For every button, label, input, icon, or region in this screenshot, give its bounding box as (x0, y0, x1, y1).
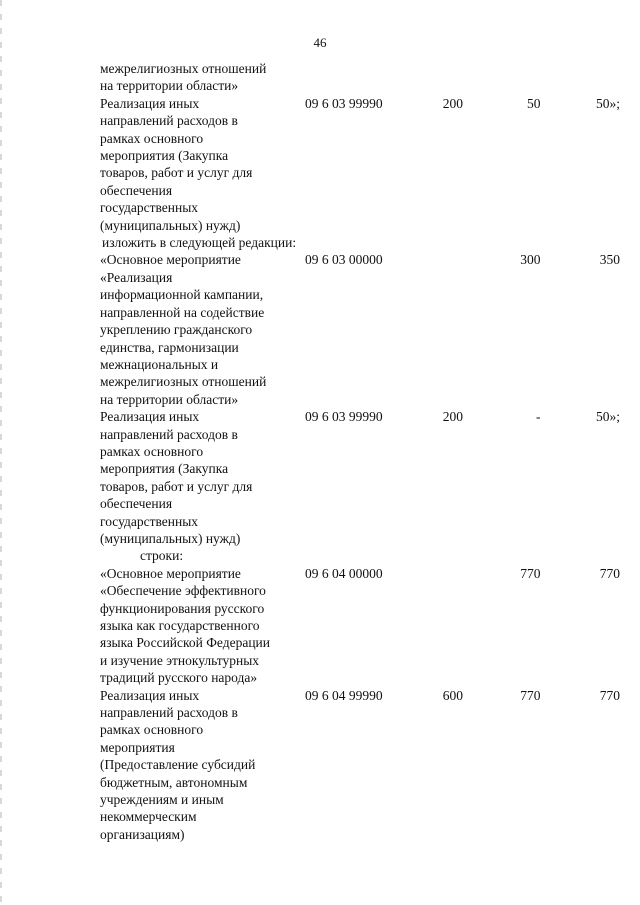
expense-name-line: некоммерческим (100, 809, 197, 825)
expense-name-cell (100, 408, 289, 547)
expense-name-cell (100, 60, 289, 95)
amount-year-1: 770 (520, 565, 541, 581)
expense-name-line: языка как государственного (100, 618, 260, 633)
expense-name-cell (100, 565, 289, 687)
expense-name-line: направлений расходов в (100, 705, 238, 721)
page-number: 46 (313, 35, 327, 50)
target-article-code: 09 6 04 99990 (305, 687, 383, 703)
expense-name-line: (муниципальных) нужд) (100, 217, 241, 233)
table-row (100, 687, 620, 844)
amount-year-2: 50»; (595, 95, 620, 111)
instruction-text: изложить в следующей редакции: (102, 235, 297, 251)
amount-year-2: 50»; (595, 409, 620, 425)
expense-name-cell (100, 95, 289, 234)
expense-name-line: межнациональных и (100, 356, 219, 372)
expense-name-line: товаров, работ и услуг для (100, 478, 253, 494)
table-row (100, 565, 620, 687)
expense-name-line: обеспечения (100, 182, 173, 198)
expense-name-line: функционирования русского (100, 600, 265, 616)
amount-year-2: 770 (599, 565, 620, 581)
expense-name-line: «Основное мероприятие (100, 565, 241, 581)
expense-type-code: 200 (442, 409, 463, 425)
table-row (100, 408, 620, 547)
expense-name-line: «Основное мероприятие (100, 252, 241, 268)
expense-name-line: укреплению гражданского (100, 322, 253, 338)
scan-edge (0, 0, 2, 905)
expense-name-line: единства, гармонизации (100, 339, 239, 355)
expense-name-line: «Реализация (100, 269, 173, 285)
expense-name-line: товаров, работ и услуг для (100, 165, 253, 181)
expense-name-line: Реализация иных (100, 409, 200, 425)
expense-name-line: направлений расходов в (100, 426, 238, 442)
expense-type-code (415, 60, 463, 95)
expense-name-line: государственных (100, 513, 199, 529)
expense-type-code: 200 (442, 95, 463, 111)
table-row (100, 60, 620, 95)
amount-year-1: - (536, 409, 541, 425)
expense-name-line: рамках основного (100, 130, 204, 146)
amount-year-2 (541, 60, 620, 95)
expense-name-line: Реализация иных (100, 687, 200, 703)
target-article-code: 09 6 03 99990 (305, 409, 383, 425)
expense-name-line: межрелигиозных отношений (100, 61, 267, 76)
target-article-code: 09 6 04 00000 (305, 565, 383, 581)
expense-name-line: рамках основного (100, 443, 204, 459)
expense-name-line: мероприятия (100, 739, 175, 755)
expense-name-line: мероприятия (Закупка (100, 461, 229, 477)
expense-name-line: языка Российской Федерации (100, 635, 270, 651)
expense-name-line: государственных (100, 200, 199, 216)
expense-name-line: мероприятия (Закупка (100, 148, 229, 164)
expense-type-code (415, 565, 463, 687)
expense-name-line: Реализация иных (100, 95, 200, 111)
expense-name-line: направлений расходов в (100, 113, 238, 129)
amount-year-1 (463, 60, 541, 95)
expense-name-line: учреждениям и иным (100, 792, 224, 808)
expense-name-line: обеспечения (100, 496, 173, 512)
expense-name-line: направленной на содействие (100, 304, 265, 320)
table-row (100, 95, 620, 234)
expense-name-line: и изучение этнокультурных (100, 652, 260, 668)
expense-name-line: на территории области» (100, 391, 239, 407)
instruction-text: строки: (140, 548, 184, 564)
expense-name-line: организациям) (100, 826, 185, 842)
expense-name-line: на территории области» (100, 78, 239, 94)
target-article-code (289, 60, 415, 95)
expense-type-code (415, 251, 463, 408)
expense-name-cell (100, 251, 289, 408)
amendment-table (100, 60, 620, 843)
expense-name-line: бюджетным, автономным (100, 774, 248, 790)
expense-name-line: информационной кампании, (100, 287, 264, 303)
target-article-code: 09 6 03 00000 (305, 252, 383, 268)
expense-name-line: «Обеспечение эффективного (100, 583, 266, 599)
table-row (100, 251, 620, 408)
expense-name-cell (100, 687, 289, 844)
amount-year-1: 50 (527, 95, 541, 111)
expense-type-code: 600 (442, 687, 463, 703)
expense-name-line: (муниципальных) нужд) (100, 530, 241, 546)
amount-year-1: 770 (520, 687, 541, 703)
amount-year-2: 770 (599, 687, 620, 703)
target-article-code: 09 6 03 99990 (305, 95, 383, 111)
expense-name-line: межрелигиозных отношений (100, 374, 267, 390)
expense-name-line: (Предоставление субсидий (100, 757, 256, 773)
amount-year-2: 350 (599, 252, 620, 268)
expense-name-line: традиций русского народа» (100, 670, 258, 686)
amount-year-1: 300 (520, 252, 541, 268)
expense-name-line: рамках основного (100, 722, 204, 738)
